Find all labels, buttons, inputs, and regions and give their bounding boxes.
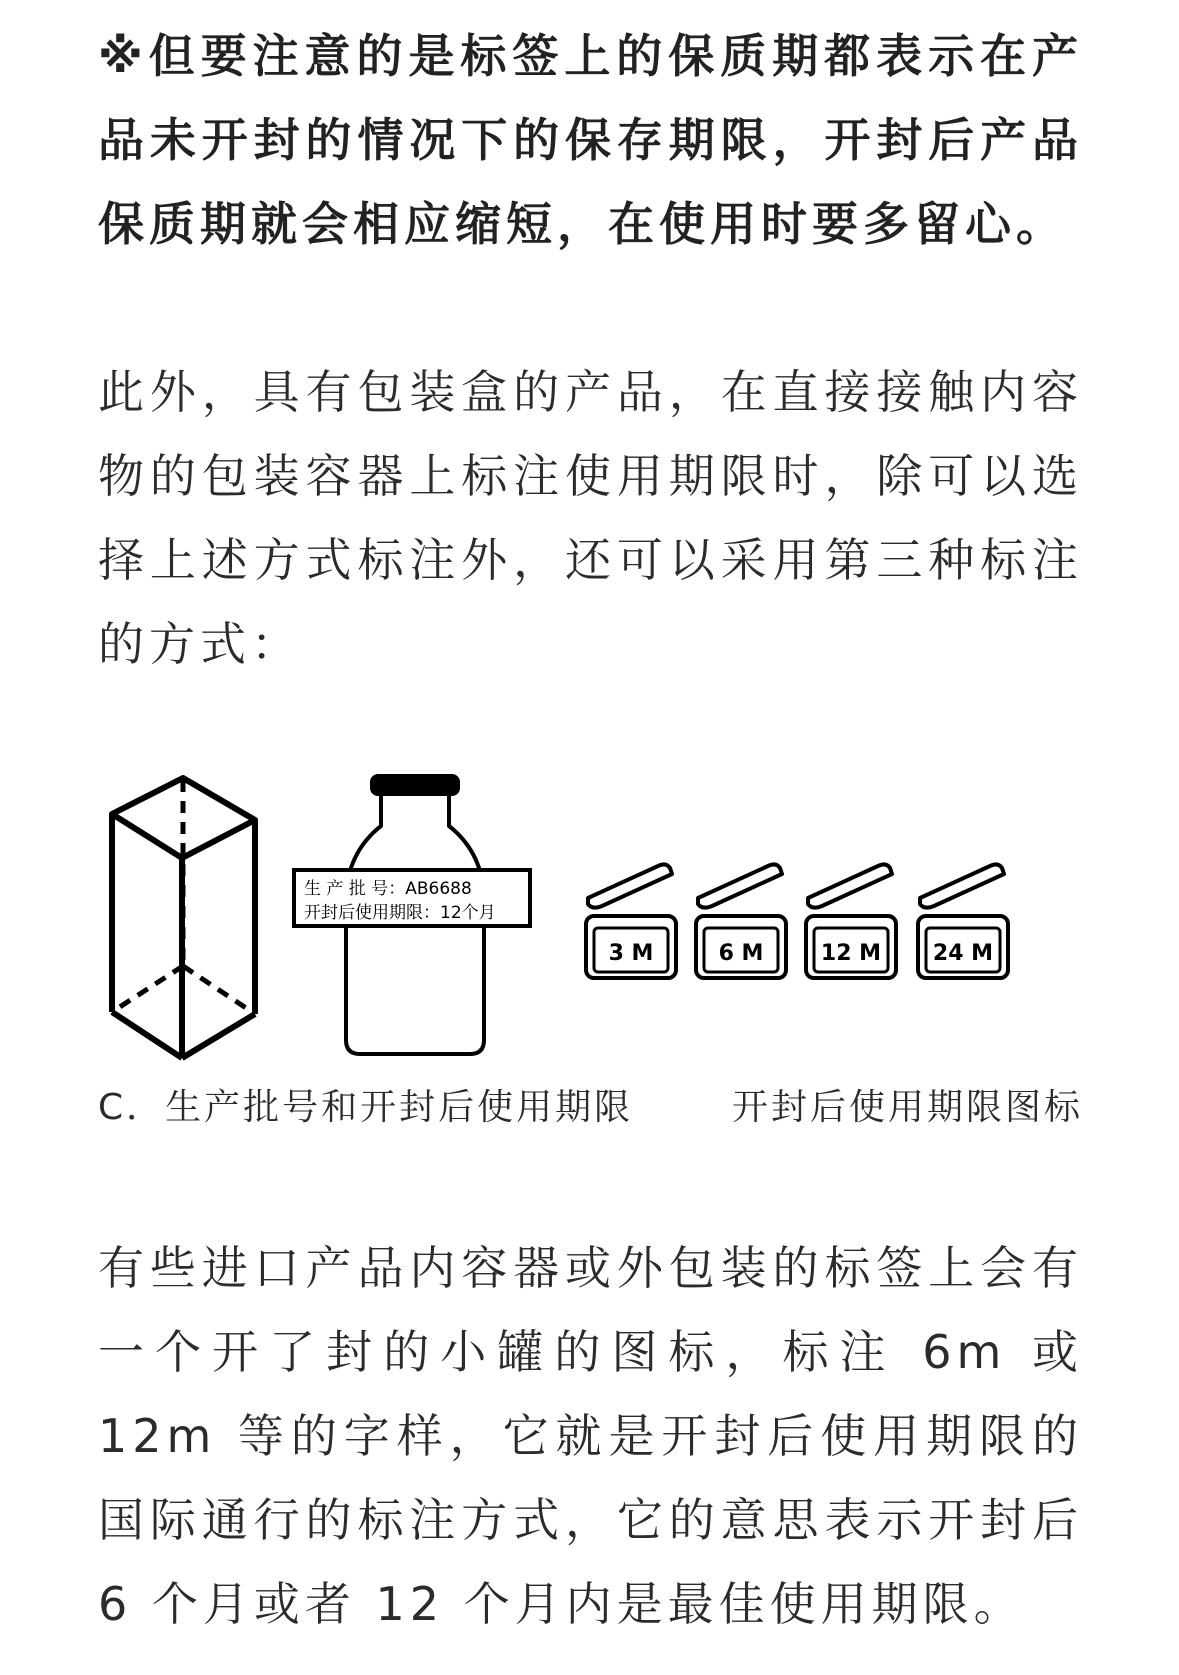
bottle-label-line2: 开封后使用期限：12个月: [304, 903, 496, 923]
bottle-label-line1: 生 产 批 号：AB6688: [304, 879, 472, 899]
extra-paragraph: 此外，具有包装盒的产品，在直接接触内容物的包装容器上标注使用期限时，除可以选择上述方式标注外，还可以采用第三种标注的方式：: [98, 365, 1083, 671]
box-icon: [112, 778, 255, 1058]
jar-label-24m: 24 M: [932, 941, 994, 966]
import-paragraph: 有些进口产品内容器或外包装的标签上会有一个开了封的小罐的图标，标注 6m 或 12m 等的字样，它就是开封后使用期限的国际通行的标注方式，它的意思表示开封后 6 个月或者 12 个月内是最佳使用期限。: [98, 1241, 1083, 1631]
packaging-illustration: [98, 770, 1088, 1080]
caption-pao-icon: 开封后使用期限图标: [731, 1087, 1083, 1128]
jar-label-12m: 12 M: [820, 941, 882, 966]
caption-batch-and-expiry: C．生产批号和开封后使用期限: [98, 1087, 634, 1128]
jar-label-6m: 6 M: [718, 941, 764, 966]
jar-label-3m: 3 M: [608, 941, 654, 966]
note-paragraph: ※但要注意的是标签上的保质期都表示在产品未开封的情况下的保存期限，开封后产品保质期就会相应缩短，在使用时要多留心。: [98, 29, 1083, 251]
